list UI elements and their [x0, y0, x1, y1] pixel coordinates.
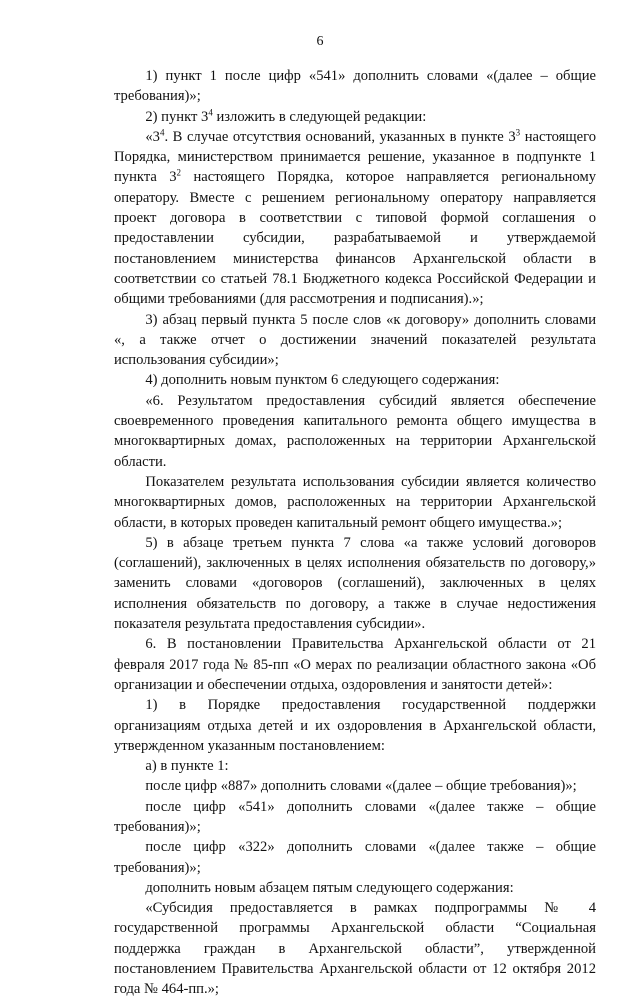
paragraph-text: 5) в абзаце третьем пункта 7 слова «а также условий договоров (соглашений), заключенных в целях исполнения обязательств по договору,» заменить словами «договоров (соглашений), заключенных в целях исполнения обязательств по договору, а также в случае недостижения показателя результата предоставления субсидии».: [114, 534, 596, 633]
paragraph-text: 3) абзац первый пункта 5 после слов «к договору» дополнить словами «, а также отчет о достижении значений показателей результата использования субсидии»;: [114, 311, 596, 369]
paragraph-text: после цифр «322» дополнить словами «(далее также – общие требования)»;: [114, 839, 596, 876]
paragraph-text: настоящего Порядка, которое направляется региональному оператору. Вместе с решением региональному оператору направляется проект договора в соответствии с типовой формой соглашения о предоставлении субсидии, разрабатываемой и утверждаемой постановлением министерства финансов Архангельской области в соответствии со статьей 78.1 Бюджетного кодекса Российской Федерации и общими требованиями (для рассмотрения и подписания).»;: [114, 169, 596, 308]
paragraph-11: [114, 756, 596, 776]
paragraph-1: [114, 66, 596, 107]
paragraph-6: [114, 391, 596, 472]
paragraph-text: 2) пункт 3: [145, 108, 209, 125]
superscript: 4: [159, 127, 165, 138]
paragraph-12: [114, 776, 596, 796]
superscript: 4: [208, 107, 213, 118]
paragraph-text: изложить в следующей редакции:: [212, 108, 427, 125]
superscript: 2: [176, 168, 182, 179]
paragraph-text: . В случае отсутствия оснований, указанных в пункте 3: [164, 128, 516, 145]
paragraph-3: [114, 127, 596, 310]
paragraph-text: «3: [145, 128, 160, 145]
paragraph-16: [114, 898, 596, 999]
paragraph-text: 6. В постановлении Правительства Архангельской области от 21 февраля 2017 года № 85-пп «О мерах по реализации областного закона «Об организации и обеспечении отдыха, оздоровления и занятости детей»:: [114, 636, 596, 693]
paragraph-13: [114, 797, 596, 838]
paragraph-text: Показателем результата использования субсидии является количество многоквартирных домов, расположенных на территории Архангельской области, в которых проведен капитальный ремонт общего имущества.»;: [114, 473, 596, 531]
page-number: 6: [316, 34, 324, 49]
paragraph-text: после цифр «887» дополнить словами «(далее – общие требования)»;: [145, 778, 577, 795]
paragraph-text: 1) в Порядке предоставления государственной поддержки организациям отдыха детей и их оздоровления в Архангельской области, утвержденном указанным постановлением:: [114, 697, 596, 754]
paragraph-14: [114, 837, 596, 878]
superscript: 3: [515, 127, 521, 138]
paragraph-8: [114, 533, 596, 634]
paragraph-text: после цифр «541» дополнить словами «(далее также – общие требования)»;: [114, 798, 596, 835]
paragraph-text: а) в пункте 1:: [145, 758, 229, 775]
paragraph-text: «Субсидия предоставляется в рамках подпрограммы № 4 государственной программы Архангельской области “Социальная поддержка граждан в Архангельской области”, утвержденной постановлением Правительства Архангельской области от 12 октября 2012 года № 464-пп.»;: [114, 900, 596, 998]
paragraph-4: [114, 310, 596, 371]
paragraph-text: «6. Результатом предоставления субсидий является обеспечение своевременного проведения капитального ремонта общего имущества в многоквартирных домах, расположенных на территории Архангельской области.: [114, 392, 596, 470]
paragraph-7: [114, 472, 596, 533]
paragraph-10: [114, 695, 596, 756]
document-body: [114, 66, 596, 1000]
paragraph-text: 4) дополнить новым пунктом 6 следующего содержания:: [145, 372, 500, 389]
paragraph-text: дополнить новым абзацем пятым следующего содержания:: [145, 879, 514, 896]
paragraph-15: [114, 878, 596, 898]
paragraph-5: [114, 370, 596, 390]
paragraph-2: [114, 107, 596, 127]
paragraph-text: 1) пункт 1 после цифр «541» дополнить словами «(далее – общие требования)»;: [114, 68, 596, 105]
paragraph-text: настоящего Порядка, министерством принимается решение, указанное в подпункте 1 пункта 3: [114, 128, 597, 186]
paragraph-9: [114, 634, 596, 695]
